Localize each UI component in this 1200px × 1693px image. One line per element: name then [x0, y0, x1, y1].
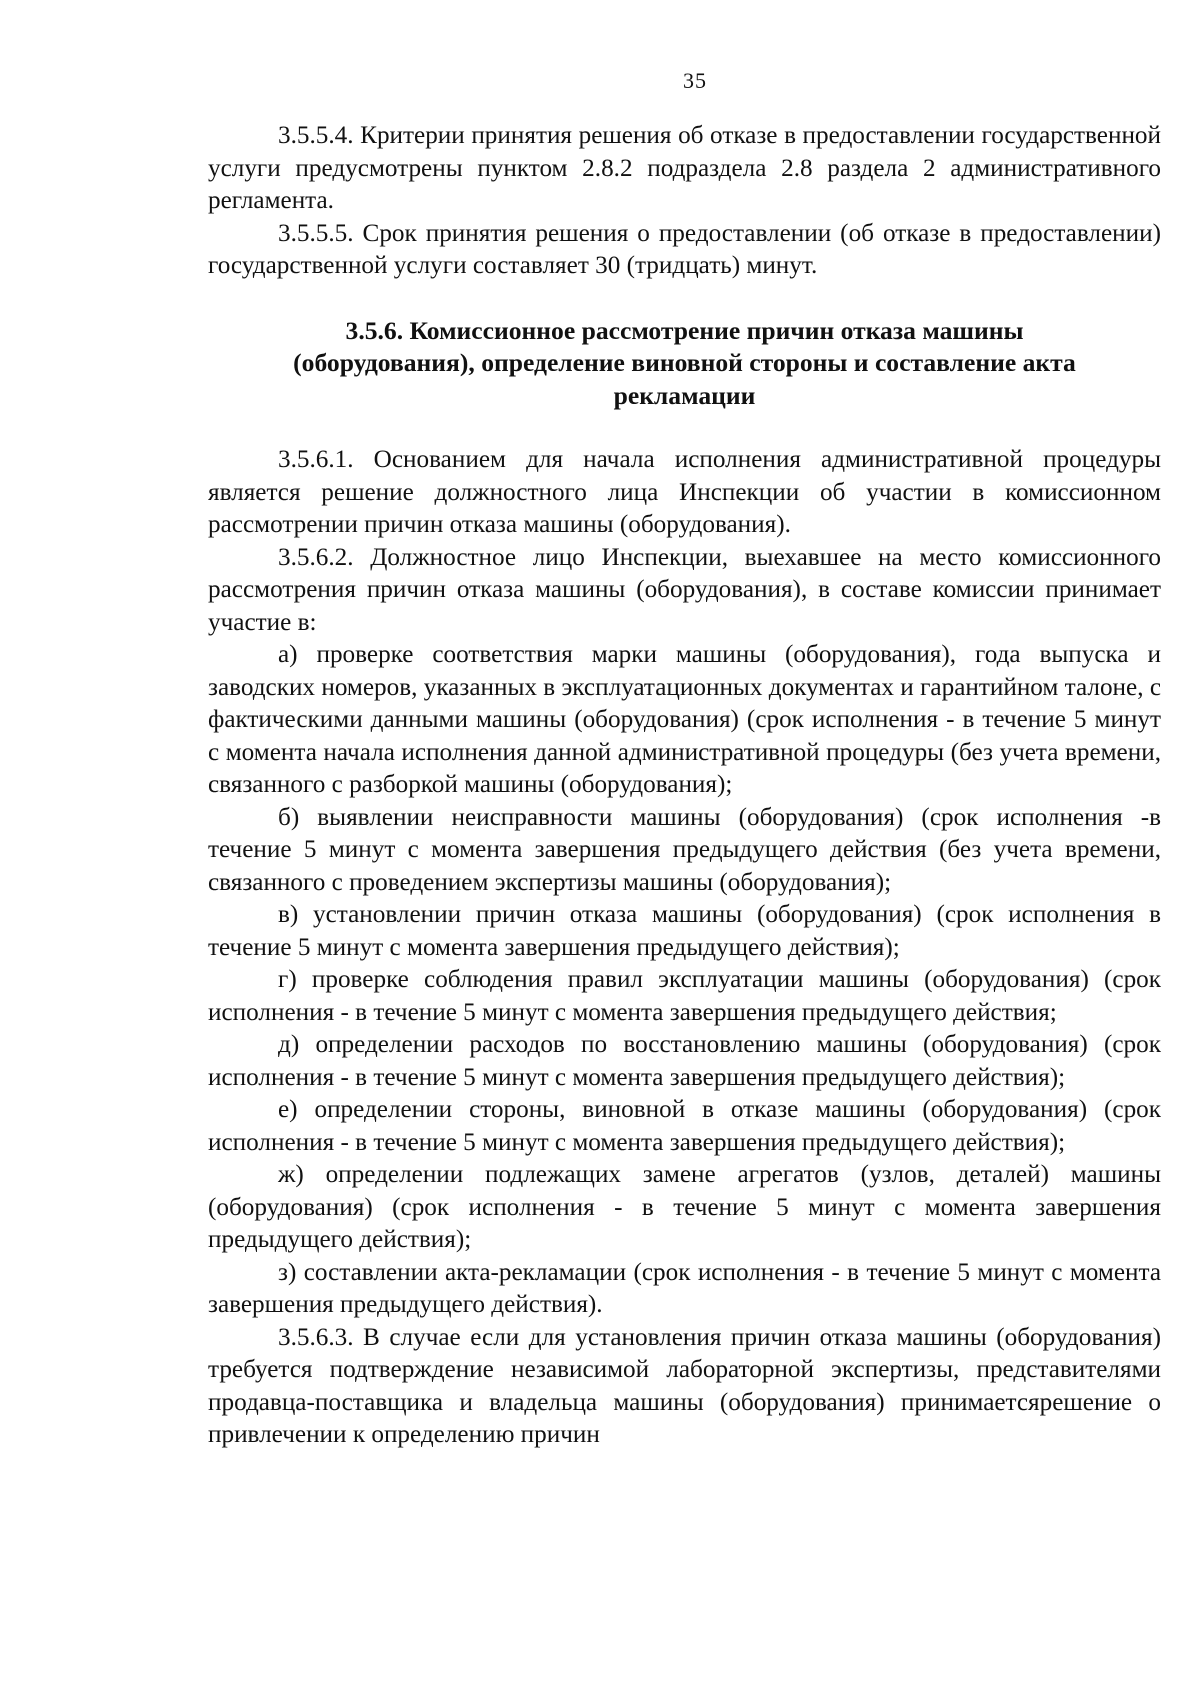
page-number: 35	[683, 68, 707, 93]
list-item-zh: ж) определении подлежащих замене агрегатов (узлов, деталей) машины (оборудования) (срок исполнения - в течение 5 минут с момента завершения предыдущего действия);	[208, 1161, 1161, 1253]
document-body	[208, 120, 1161, 1452]
list-item-b: б) выявлении неисправности машины (оборудования) (срок исполнения -в течение 5 минут с момента завершения предыдущего действия (без учета времени, связанного с проведением экспертизы машины (оборудования);	[208, 803, 1161, 896]
paragraph-3-5-6-3: 3.5.6.3. В случае если для установления причин отказа машины (оборудования) требуется подтверждение независимой лабораторной экспертизы, представителями продавца-поставщика и владельца машины (оборудования) принимаетсярешение о привлечении к определению причин	[208, 1323, 1161, 1448]
section-heading-line: рекламации	[613, 380, 756, 410]
section-heading-line: 3.5.6. Комиссионное рассмотрение причин отказа машины	[345, 315, 1024, 345]
list-item-a: а) проверке соответствия марки машины (оборудования), года выпуска и заводских номеров, указанных в эксплуатационных документах и гарантийном талоне, с фактическими данными машины (оборудования) (срок исполнения - в течение 5 минут с момента начала исполнения данной административной процедуры (без учета времени, связанного с разборкой машины (оборудования);	[208, 641, 1161, 798]
paragraph-3-5-6-2: 3.5.6.2. Должностное лицо Инспекции, выехавшее на место комиссионного рассмотрения причин отказа машины (оборудования), в составе комиссии принимает участие в:	[208, 543, 1161, 636]
list-item-g: г) проверке соблюдения правил эксплуатации машины (оборудования) (срок исполнения - в течение 5 минут с момента завершения предыдущего действия;	[208, 966, 1161, 1026]
list-item-d: д) определении расходов по восстановлению машины (оборудования) (срок исполнения - в течение 5 минут с момента завершения предыдущего действия);	[208, 1031, 1161, 1091]
paragraph-3-5-6-1: 3.5.6.1. Основанием для начала исполнения административной процедуры является решение должностного лица Инспекции об участии в комиссионном рассмотрении причин отказа машины (оборудования).	[208, 446, 1161, 538]
paragraph-3-5-5-4: 3.5.5.4. Критерии принятия решения об отказе в предоставлении государственной услуги предусмотрены пунктом 2.8.2 подраздела 2.8 раздела 2 административного регламента.	[208, 122, 1161, 214]
section-heading-line: (оборудования), определение виновной стороны и составление акта	[293, 348, 1076, 377]
section-heading-3-5-6	[238, 315, 1131, 413]
list-item-z: з) составлении акта-рекламации (срок исполнения - в течение 5 минут с момента завершения предыдущего действия).	[208, 1258, 1161, 1318]
paragraph-3-5-5-5: 3.5.5.5. Срок принятия решения о предоставлении (об отказе в предоставлении) государственной услуги составляет 30 (тридцать) минут.	[208, 219, 1161, 279]
list-item-e: е) определении стороны, виновной в отказе машины (оборудования) (срок исполнения - в течение 5 минут с момента завершения предыдущего действия);	[208, 1096, 1161, 1156]
list-item-v: в) установлении причин отказа машины (оборудования) (срок исполнения в течение 5 минут с момента завершения предыдущего действия);	[208, 901, 1161, 961]
